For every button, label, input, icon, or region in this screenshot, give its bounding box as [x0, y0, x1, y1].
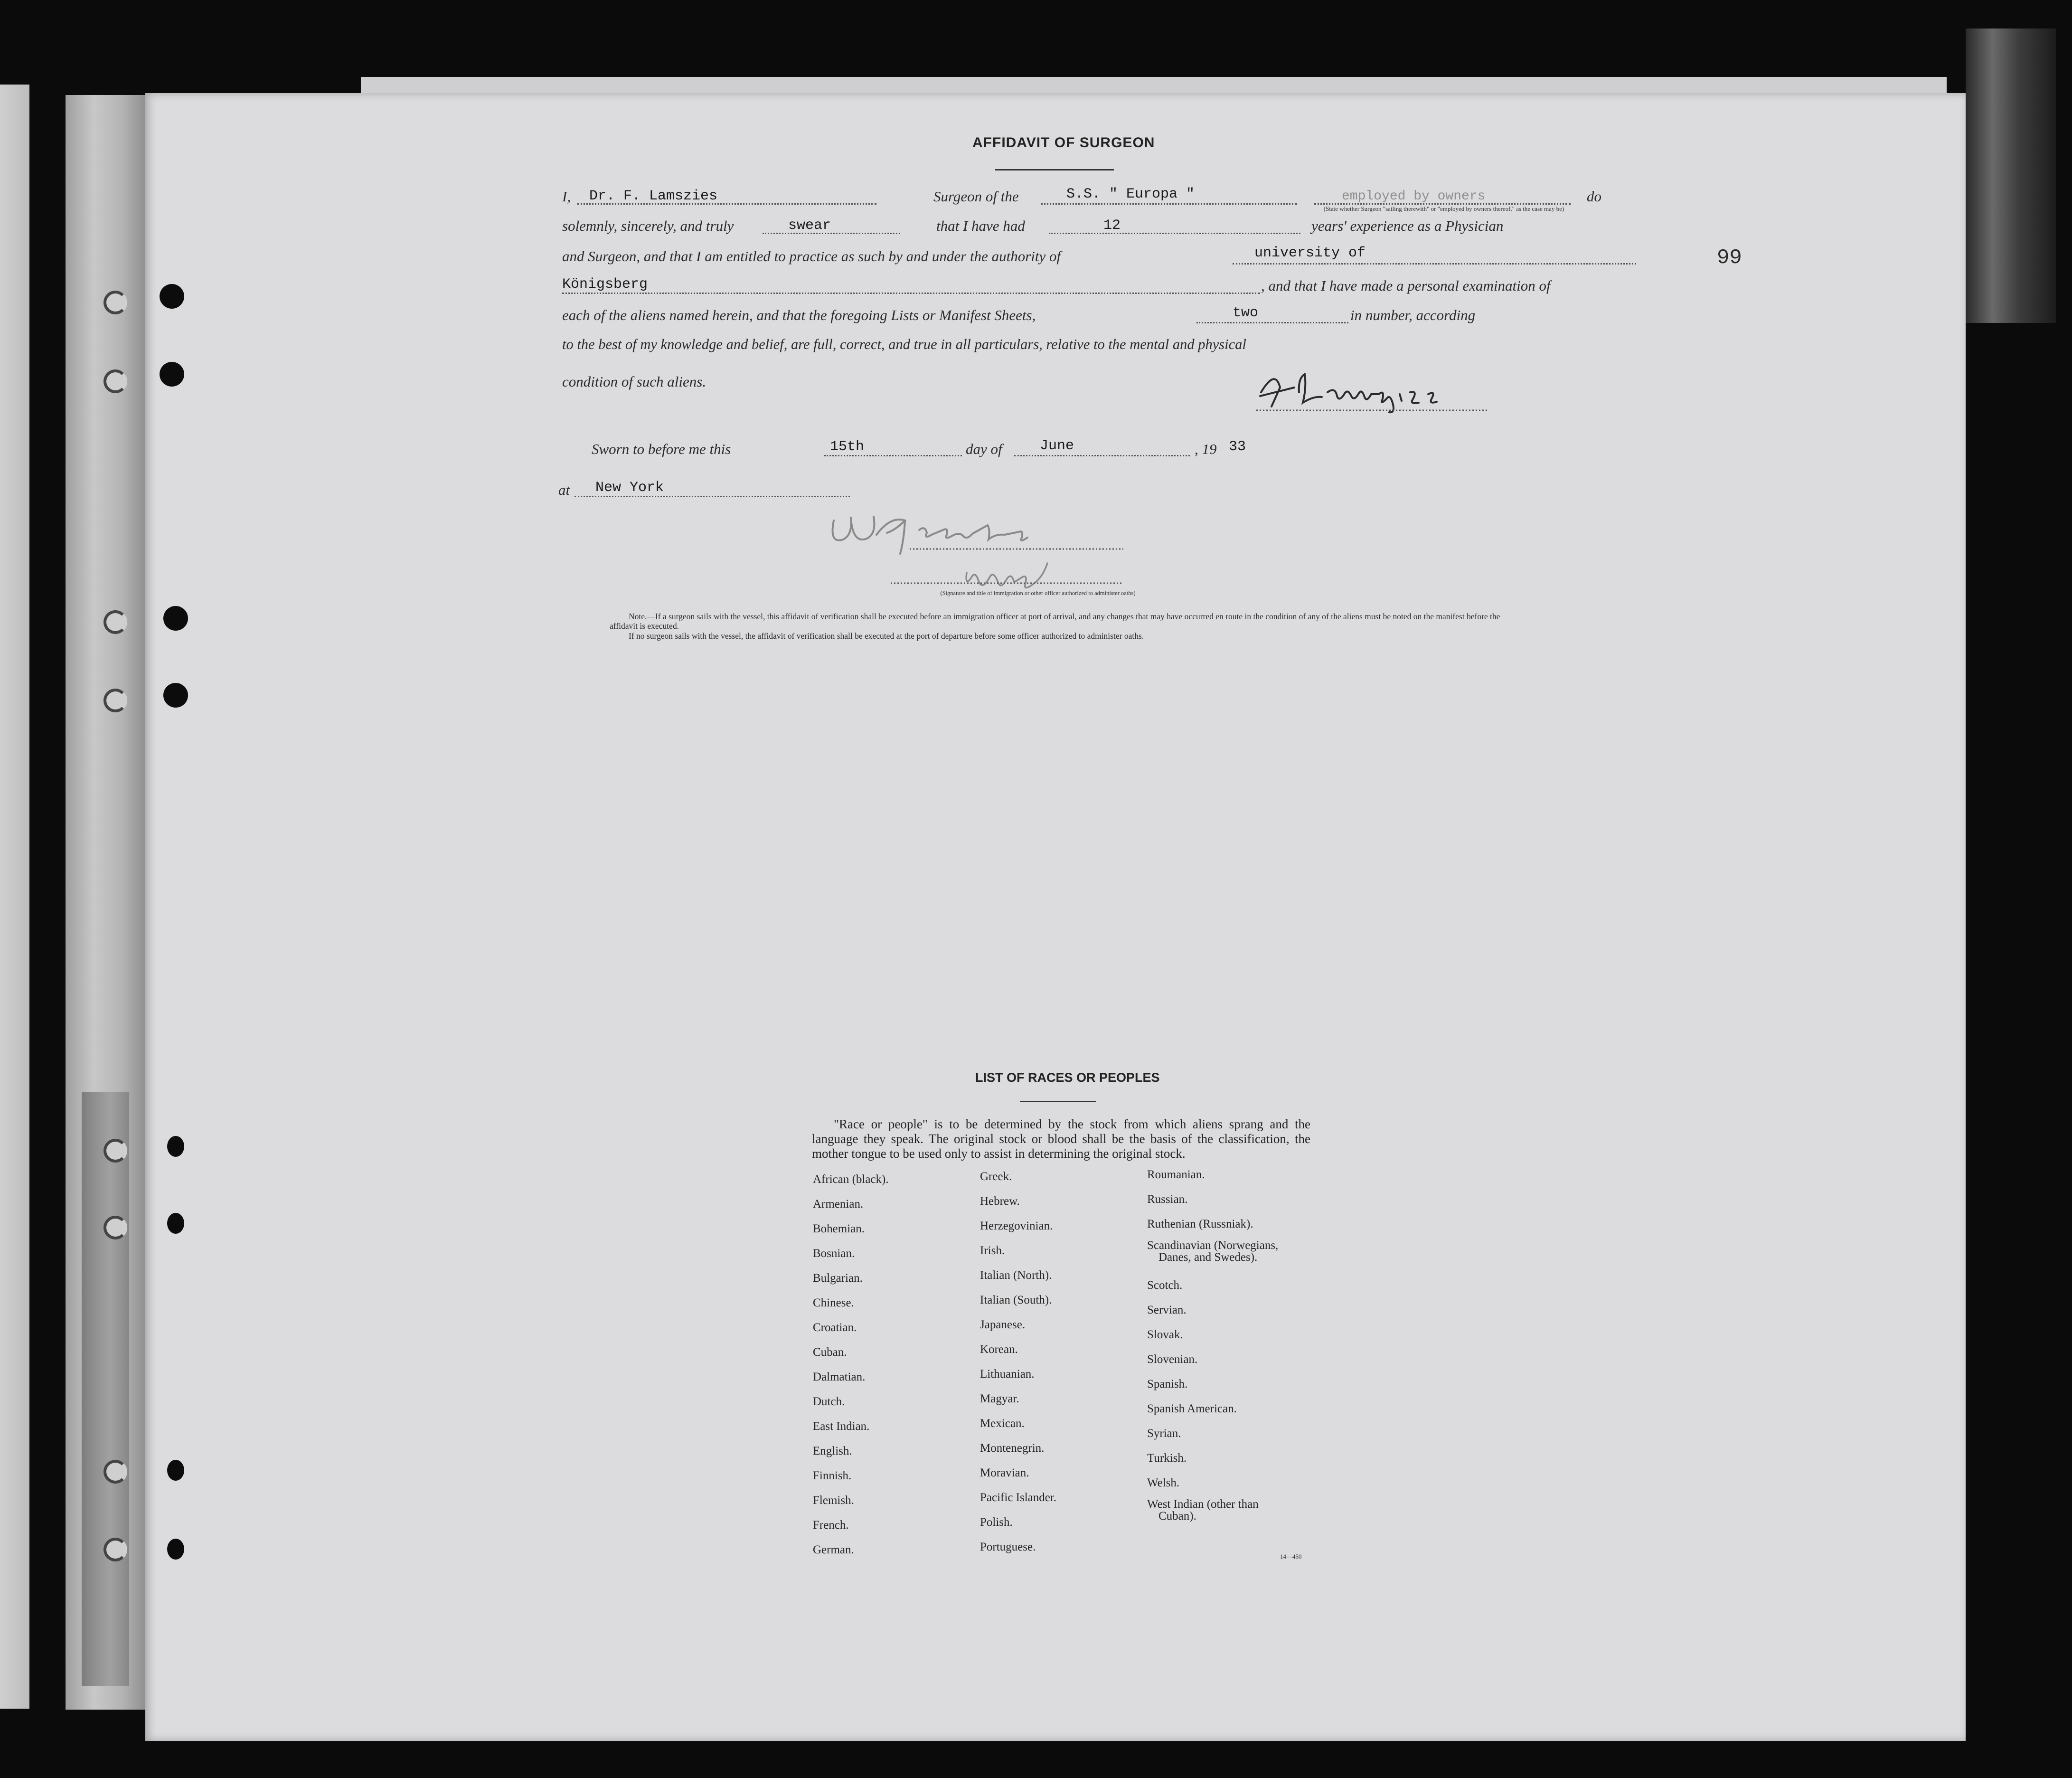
races-title-underline: [1020, 1101, 1096, 1102]
ring-icon: [104, 689, 127, 712]
race-item: Korean.: [980, 1343, 1018, 1356]
affidavit-note-1: Note.—If a surgeon sails with the vessel, this affidavit of verification shall be executed before an immigration officer at port of arrival, and any changes that may have occurred en route in the condition of any of the aliens must be noted on the manifest before the affidavit is executed.: [610, 612, 1500, 631]
race-item: Portuguese.: [980, 1541, 1036, 1553]
race-item: Lithuanian.: [980, 1368, 1035, 1381]
race-item: Magyar.: [980, 1392, 1019, 1405]
adjacent-sheet-left: [0, 85, 29, 1709]
races-column-3: [1147, 1163, 1278, 1532]
race-item-line: Scandinavian (Norwegians,: [1147, 1239, 1279, 1252]
race-item: Herzegovinian.: [980, 1220, 1053, 1232]
race-item-line: Danes, and Swedes).: [1158, 1251, 1258, 1264]
ring-icon: [104, 369, 127, 393]
race-item: Dutch.: [813, 1395, 845, 1408]
race-item-scandinavian: [1147, 1237, 1278, 1263]
punch-hole-icon: [163, 683, 188, 708]
knowledge-text: to the best of my knowledge and belief, are full, correct, and true in all particulars, relative to the mental and physical: [562, 336, 1246, 352]
document-page: [145, 93, 1966, 1741]
authority-text: and Surgeon, and that I am entitled to practice as such by and under the authority of: [562, 248, 1061, 265]
race-item: Dalmatian.: [813, 1371, 866, 1383]
ring-icon: [104, 610, 127, 634]
race-item-line: West Indian (other than: [1147, 1498, 1259, 1511]
punch-hole-icon: [167, 1213, 184, 1234]
place-name: New York: [595, 480, 664, 496]
ring-icon: [104, 291, 127, 314]
authority-university: university of: [1254, 245, 1366, 261]
race-item: East Indian.: [813, 1420, 870, 1433]
aliens-text: each of the aliens named herein, and that the foregoing Lists or Manifest Sheets,: [562, 307, 1036, 323]
day-of-text: day of: [966, 441, 1002, 457]
year-prefix: , 19: [1195, 441, 1217, 457]
race-item: Slovak.: [1147, 1328, 1183, 1341]
race-item: Syrian.: [1147, 1427, 1181, 1440]
races-intro: "Race or people" is to be determined by the stock from which aliens sprang and the language they speak. The original stock or blood shall be the basis of the classification, the mother tongue to be used only to assist in determining the original stock.: [812, 1117, 1310, 1161]
officer-caption: (Signature and title of immigration or other officer authorized to administer oaths): [940, 590, 1136, 596]
surgeon-name: Dr. F. Lamszies: [589, 188, 718, 204]
authority-city: Königsberg: [562, 276, 648, 293]
oath-word: swear: [788, 218, 831, 234]
races-title: LIST OF RACES OR PEOPLES: [975, 1070, 1160, 1085]
solemnly-text: solemnly, sincerely, and truly: [562, 218, 734, 234]
have-had-text: that I have had: [936, 218, 1025, 234]
race-item: Moravian.: [980, 1466, 1029, 1479]
examination-text: , and that I have made a personal examination of: [1261, 277, 1551, 294]
authority-line: [1233, 263, 1636, 265]
race-item: Croatian.: [813, 1321, 857, 1334]
month-line: [1014, 455, 1190, 456]
race-item: Bohemian.: [813, 1222, 865, 1235]
vessel-line: [1041, 203, 1297, 205]
condition-text: condition of such aliens.: [562, 373, 706, 390]
race-item: Irish.: [980, 1244, 1005, 1257]
ring-icon: [104, 1139, 127, 1163]
race-item: French.: [813, 1519, 849, 1532]
surgeon-signature: [1242, 359, 1489, 416]
punch-hole-icon: [167, 1539, 184, 1560]
race-item: Italian (North).: [980, 1269, 1052, 1282]
at-label: at: [558, 482, 570, 498]
race-item: Spanish.: [1147, 1378, 1188, 1390]
race-item: Ruthenian (Russniak).: [1147, 1218, 1253, 1230]
race-item: Pacific Islander.: [980, 1491, 1057, 1504]
race-item: Bulgarian.: [813, 1272, 863, 1285]
page-number: 99: [1717, 246, 1742, 270]
sheets-count: two: [1233, 305, 1259, 321]
years-experience-text: years' experience as a Physician: [1311, 218, 1504, 234]
race-item: Slovenian.: [1147, 1353, 1198, 1366]
officer-signature: [824, 506, 1128, 601]
punch-hole-icon: [167, 1460, 184, 1481]
sworn-text: Sworn to before me this: [592, 441, 731, 457]
affidavit-i: I,: [562, 188, 571, 205]
races-column-1: [813, 1167, 889, 1562]
years-line: [1049, 233, 1300, 234]
race-item: Greek.: [980, 1170, 1012, 1183]
form-code: 14—450: [1280, 1553, 1302, 1560]
race-item: Welsh.: [1147, 1476, 1180, 1489]
race-item: German.: [813, 1543, 854, 1556]
number-according-text: in number, according: [1350, 307, 1476, 323]
race-item: Polish.: [980, 1516, 1013, 1529]
ring-icon: [104, 1538, 127, 1561]
sworn-day: 15th: [830, 439, 865, 455]
surgeon-of-label: Surgeon of the: [933, 188, 1019, 205]
day-line: [824, 455, 962, 456]
race-item: Spanish American.: [1147, 1402, 1237, 1415]
race-item-west-indian: [1147, 1495, 1278, 1522]
place-line: [575, 496, 850, 497]
years-count: 12: [1103, 218, 1121, 234]
punch-hole-icon: [163, 606, 188, 631]
race-item: Hebrew.: [980, 1195, 1020, 1208]
authority-line-2: [562, 293, 1260, 294]
race-item: Armenian.: [813, 1198, 864, 1211]
adjacent-sheet-right: [1966, 28, 2056, 323]
race-item: English.: [813, 1445, 852, 1457]
employment-note: (State whether Surgeon "sailing therewith" or "employed by owners thereof," as the case may be): [1323, 205, 1564, 212]
race-item-line: Cuban).: [1158, 1510, 1196, 1523]
punch-hole-icon: [160, 362, 184, 387]
binding-spine-shadow: [82, 1092, 129, 1686]
race-item: Russian.: [1147, 1193, 1188, 1206]
race-item: Mexican.: [980, 1417, 1025, 1430]
oath-line: [763, 233, 900, 234]
title-underline: [995, 169, 1114, 170]
race-item: Scotch.: [1147, 1279, 1183, 1292]
sheets-line: [1196, 322, 1348, 323]
employed-status: employed by owners: [1342, 189, 1486, 204]
ring-icon: [104, 1460, 127, 1484]
affidavit-title: AFFIDAVIT OF SURGEON: [972, 135, 1155, 151]
affidavit-note-2: If no surgeon sails with the vessel, the affidavit of verification shall be executed at the port of departure before some officer authorized to administer oaths.: [629, 631, 1144, 641]
race-item: African (black).: [813, 1173, 889, 1186]
race-item: Bosnian.: [813, 1247, 855, 1260]
race-item: Finnish.: [813, 1469, 852, 1482]
ring-icon: [104, 1216, 127, 1239]
race-item: Montenegrin.: [980, 1442, 1045, 1455]
punch-hole-icon: [160, 284, 184, 309]
race-item: Italian (South).: [980, 1294, 1052, 1306]
do-label: do: [1587, 188, 1601, 205]
race-item: Turkish.: [1147, 1452, 1187, 1465]
race-item: Roumanian.: [1147, 1168, 1205, 1181]
sworn-month: June: [1040, 438, 1074, 454]
race-item: Flemish.: [813, 1494, 854, 1507]
race-item: Chinese.: [813, 1296, 854, 1309]
vessel-name: S.S. " Europa ": [1066, 186, 1195, 202]
sworn-year: 33: [1229, 439, 1246, 455]
punch-hole-icon: [167, 1136, 184, 1157]
race-item: Cuban.: [813, 1346, 847, 1359]
race-item: Japanese.: [980, 1318, 1026, 1331]
race-item: Servian.: [1147, 1304, 1187, 1316]
races-column-2: [980, 1164, 1056, 1560]
